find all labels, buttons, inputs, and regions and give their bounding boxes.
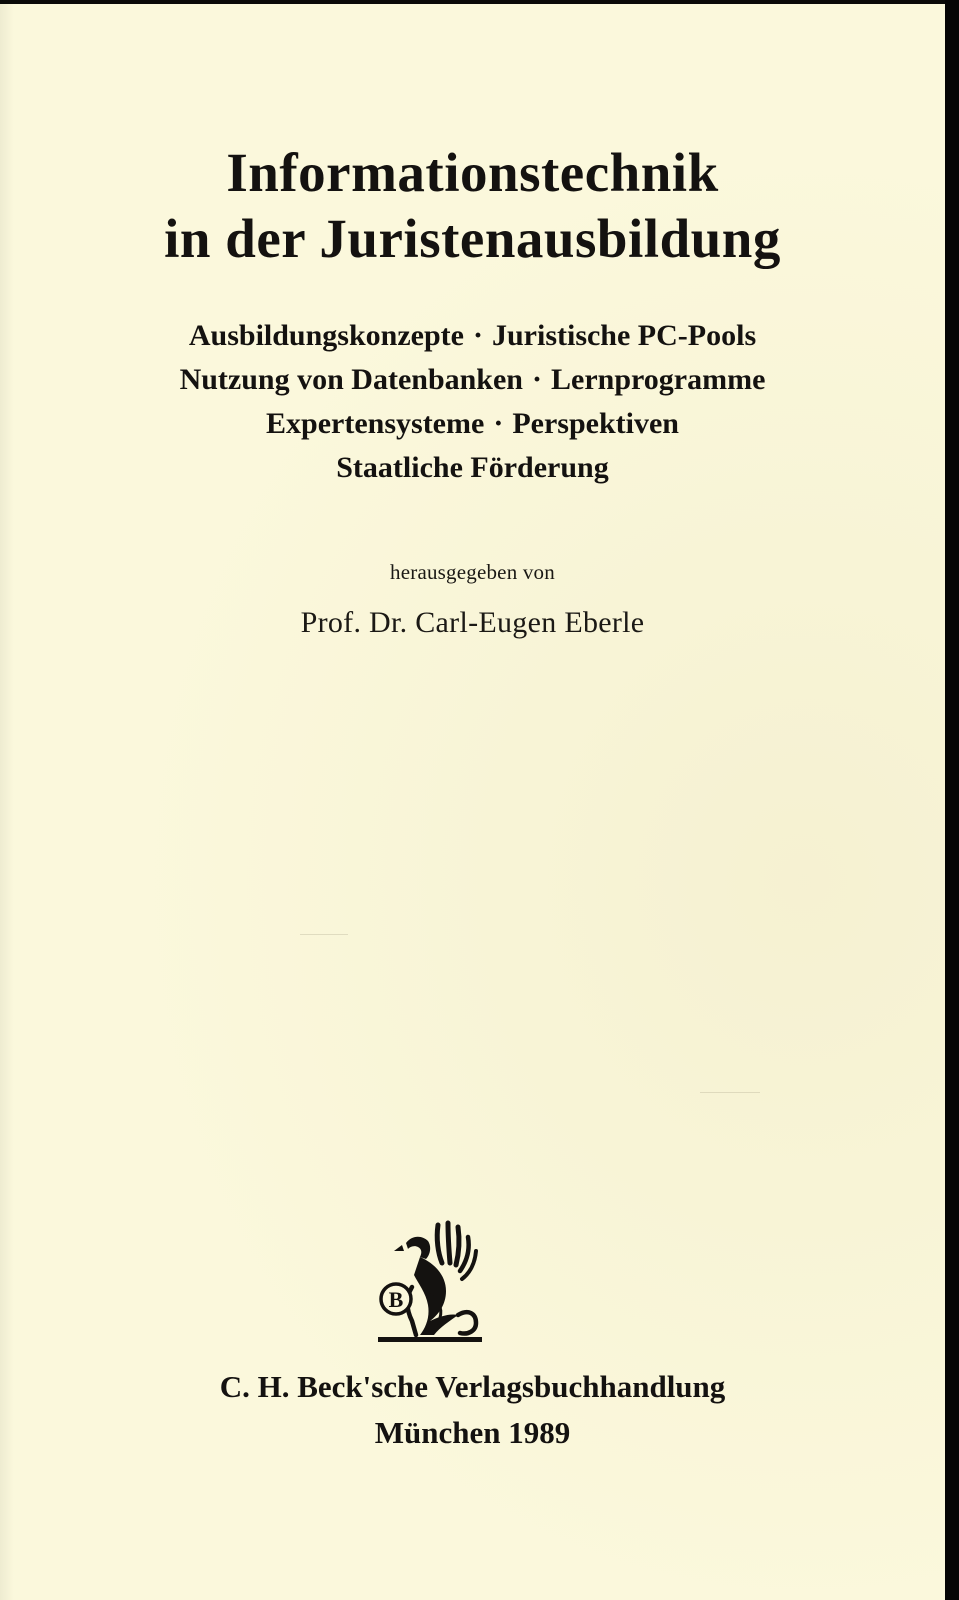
separator-dot: ·	[532, 363, 543, 396]
subtitle-line-3	[0, 402, 945, 446]
logo-letter: B	[388, 1287, 404, 1312]
topic-ausbildungskonzepte: Ausbildungskonzepte	[188, 319, 464, 352]
publisher-block	[0, 1364, 945, 1456]
title-line-1: Informationstechnik	[226, 142, 719, 203]
paper-mark	[700, 1092, 760, 1093]
topic-foerderung: Staatliche Förderung	[336, 451, 609, 484]
topic-perspektiven: Perspektiven	[512, 407, 679, 440]
subtitle-line-1	[0, 314, 945, 358]
topic-pc-pools: Juristische PC-Pools	[491, 319, 757, 352]
subtitle-topics	[0, 314, 945, 490]
book-title	[0, 140, 945, 272]
title-page	[0, 4, 945, 1600]
topic-expertensysteme: Expertensysteme	[266, 407, 485, 440]
subtitle-line-2	[0, 358, 945, 402]
paper-mark	[300, 934, 348, 935]
publisher-name: C. H. Beck'sche Verlagsbuchhandlung	[219, 1369, 726, 1404]
title-line-2: in der Juristenausbildung	[164, 208, 781, 269]
publisher-place-year: München 1989	[374, 1415, 571, 1450]
subtitle-line-4	[0, 446, 945, 490]
editor-name: Prof. Dr. Carl-Eugen Eberle	[300, 606, 645, 639]
separator-dot: ·	[472, 319, 483, 352]
publisher-griffin-logo-icon	[372, 1217, 490, 1349]
page-edge-shadow	[945, 0, 959, 1600]
separator-dot: ·	[493, 407, 504, 440]
topic-lernprogramme: Lernprogramme	[551, 363, 766, 396]
topic-datenbanken: Nutzung von Datenbanken	[179, 363, 523, 396]
editor-label: herausgegeben von	[390, 560, 555, 584]
